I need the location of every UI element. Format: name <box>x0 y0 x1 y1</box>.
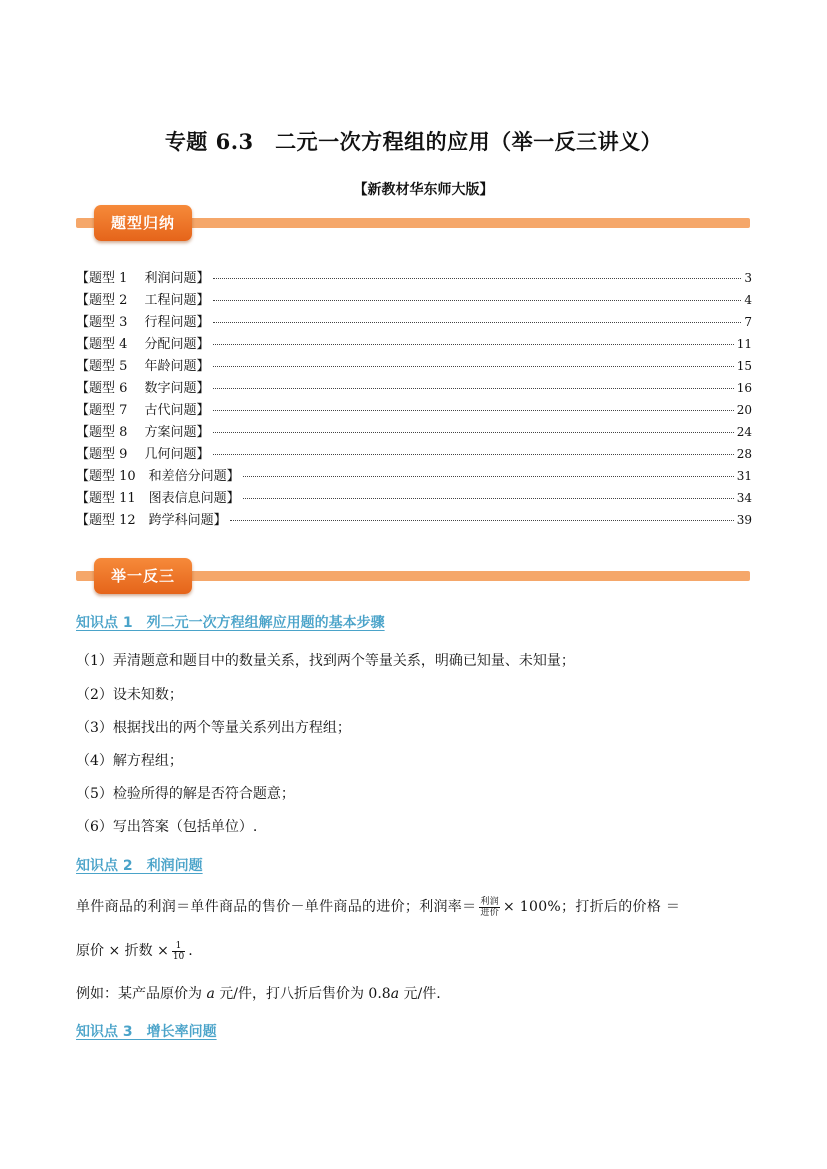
toc-entry-page: 24 <box>736 425 752 439</box>
tenth-fraction <box>172 941 185 962</box>
toc-entry-label: 【题型 4 分配问题】 <box>76 337 210 352</box>
toc-entry[interactable] <box>76 465 752 487</box>
discount-formula-end: . <box>188 943 193 959</box>
toc-entry[interactable] <box>76 355 752 377</box>
step-6: （6）写出答案（包括单位）. <box>76 819 258 835</box>
variable-a: a <box>390 986 400 1002</box>
fraction-numerator: 利润 <box>480 896 500 907</box>
toc-leader-dots <box>230 520 734 521</box>
toc-entry[interactable] <box>76 509 752 531</box>
toc-leader-dots <box>213 432 734 433</box>
toc-entry[interactable] <box>76 311 752 333</box>
example-text: 元/件. <box>399 986 441 1002</box>
banner-tag-examples: 举一反三 <box>94 558 192 594</box>
table-of-contents <box>76 267 752 531</box>
toc-leader-dots <box>213 388 734 389</box>
example-text: 元/件，打八折后售价为 0.8 <box>214 986 391 1002</box>
toc-leader-dots <box>213 454 734 455</box>
toc-entry-page: 11 <box>736 337 752 351</box>
toc-entry[interactable] <box>76 377 752 399</box>
toc-entry-page: 16 <box>736 381 752 395</box>
toc-leader-dots <box>243 498 734 499</box>
fraction-numerator: 1 <box>172 941 185 952</box>
profit-formula-text-end: × 100%；打折后的价格 ＝ <box>503 899 681 915</box>
toc-entry[interactable] <box>76 399 752 421</box>
toc-entry-page: 4 <box>744 293 752 307</box>
example-line <box>76 983 441 1003</box>
toc-entry-label: 【题型 5 年龄问题】 <box>76 359 210 374</box>
toc-entry[interactable] <box>76 289 752 311</box>
knowledge-point-3-heading: 知识点 3 增长率问题 <box>76 1024 217 1040</box>
toc-entry-label: 【题型 12 跨学科问题】 <box>76 513 227 528</box>
toc-entry-label: 【题型 6 数字问题】 <box>76 381 210 396</box>
knowledge-point-2-heading: 知识点 2 利润问题 <box>76 858 203 874</box>
toc-entry[interactable] <box>76 267 752 289</box>
toc-entry-page: 31 <box>736 469 752 483</box>
toc-entry-page: 34 <box>736 491 752 505</box>
page-title: 专题 6.3 二元一次方程组的应用（举一反三讲义） <box>164 129 663 154</box>
toc-leader-dots <box>243 476 734 477</box>
toc-leader-dots <box>213 344 734 345</box>
toc-entry-label: 【题型 7 古代问题】 <box>76 403 210 418</box>
toc-entry-label: 【题型 1 利润问题】 <box>76 271 210 286</box>
step-4: （4）解方程组； <box>76 753 183 769</box>
examples-banner <box>76 558 750 594</box>
toc-leader-dots <box>213 366 734 367</box>
discount-formula-text: 原价 × 折数 × <box>76 943 169 959</box>
step-1: （1）弄清题意和题目中的数量关系，找到两个等量关系，明确已知量、未知量； <box>76 653 575 669</box>
toc-entry-label: 【题型 9 几何问题】 <box>76 447 210 462</box>
banner-tag-summary: 题型归纳 <box>94 205 192 241</box>
toc-leader-dots <box>213 278 742 279</box>
step-3: （3）根据找出的两个等量关系列出方程组； <box>76 720 351 736</box>
toc-entry[interactable] <box>76 333 752 355</box>
toc-entry-label: 【题型 3 行程问题】 <box>76 315 210 330</box>
toc-entry-page: 15 <box>736 359 752 373</box>
toc-entry[interactable] <box>76 443 752 465</box>
toc-entry-page: 7 <box>744 315 752 329</box>
toc-entry-page: 28 <box>736 447 752 461</box>
edition-subtitle: 【新教材华东师大版】 <box>353 182 494 198</box>
profit-formula-line <box>76 896 680 918</box>
toc-entry-page: 39 <box>736 513 752 527</box>
toc-leader-dots <box>213 410 734 411</box>
toc-entry-label: 【题型 11 图表信息问题】 <box>76 491 240 506</box>
fraction-denominator: 10 <box>172 951 185 962</box>
toc-entry-label: 【题型 8 方案问题】 <box>76 425 210 440</box>
example-text: 例如：某产品原价为 <box>76 986 207 1002</box>
toc-entry[interactable] <box>76 421 752 443</box>
profit-formula-text: 单件商品的利润＝单件商品的售价－单件商品的进价；利润率＝ <box>76 899 477 915</box>
summary-banner <box>76 205 750 241</box>
toc-entry-page: 3 <box>744 271 752 285</box>
toc-entry-page: 20 <box>736 403 752 417</box>
toc-leader-dots <box>213 300 742 301</box>
profit-rate-fraction <box>479 897 500 918</box>
fraction-denominator: 进价 <box>480 907 500 918</box>
toc-entry-label: 【题型 10 和差倍分问题】 <box>76 469 240 484</box>
variable-a: a <box>206 986 215 1002</box>
toc-entry[interactable] <box>76 487 752 509</box>
step-5: （5）检验所得的解是否符合题意； <box>76 786 295 802</box>
toc-leader-dots <box>213 322 742 323</box>
step-2: （2）设未知数； <box>76 687 183 703</box>
discount-formula-line <box>76 940 193 962</box>
knowledge-point-1-heading: 知识点 1 列二元一次方程组解应用题的基本步骤 <box>76 615 385 631</box>
toc-entry-label: 【题型 2 工程问题】 <box>76 293 210 308</box>
